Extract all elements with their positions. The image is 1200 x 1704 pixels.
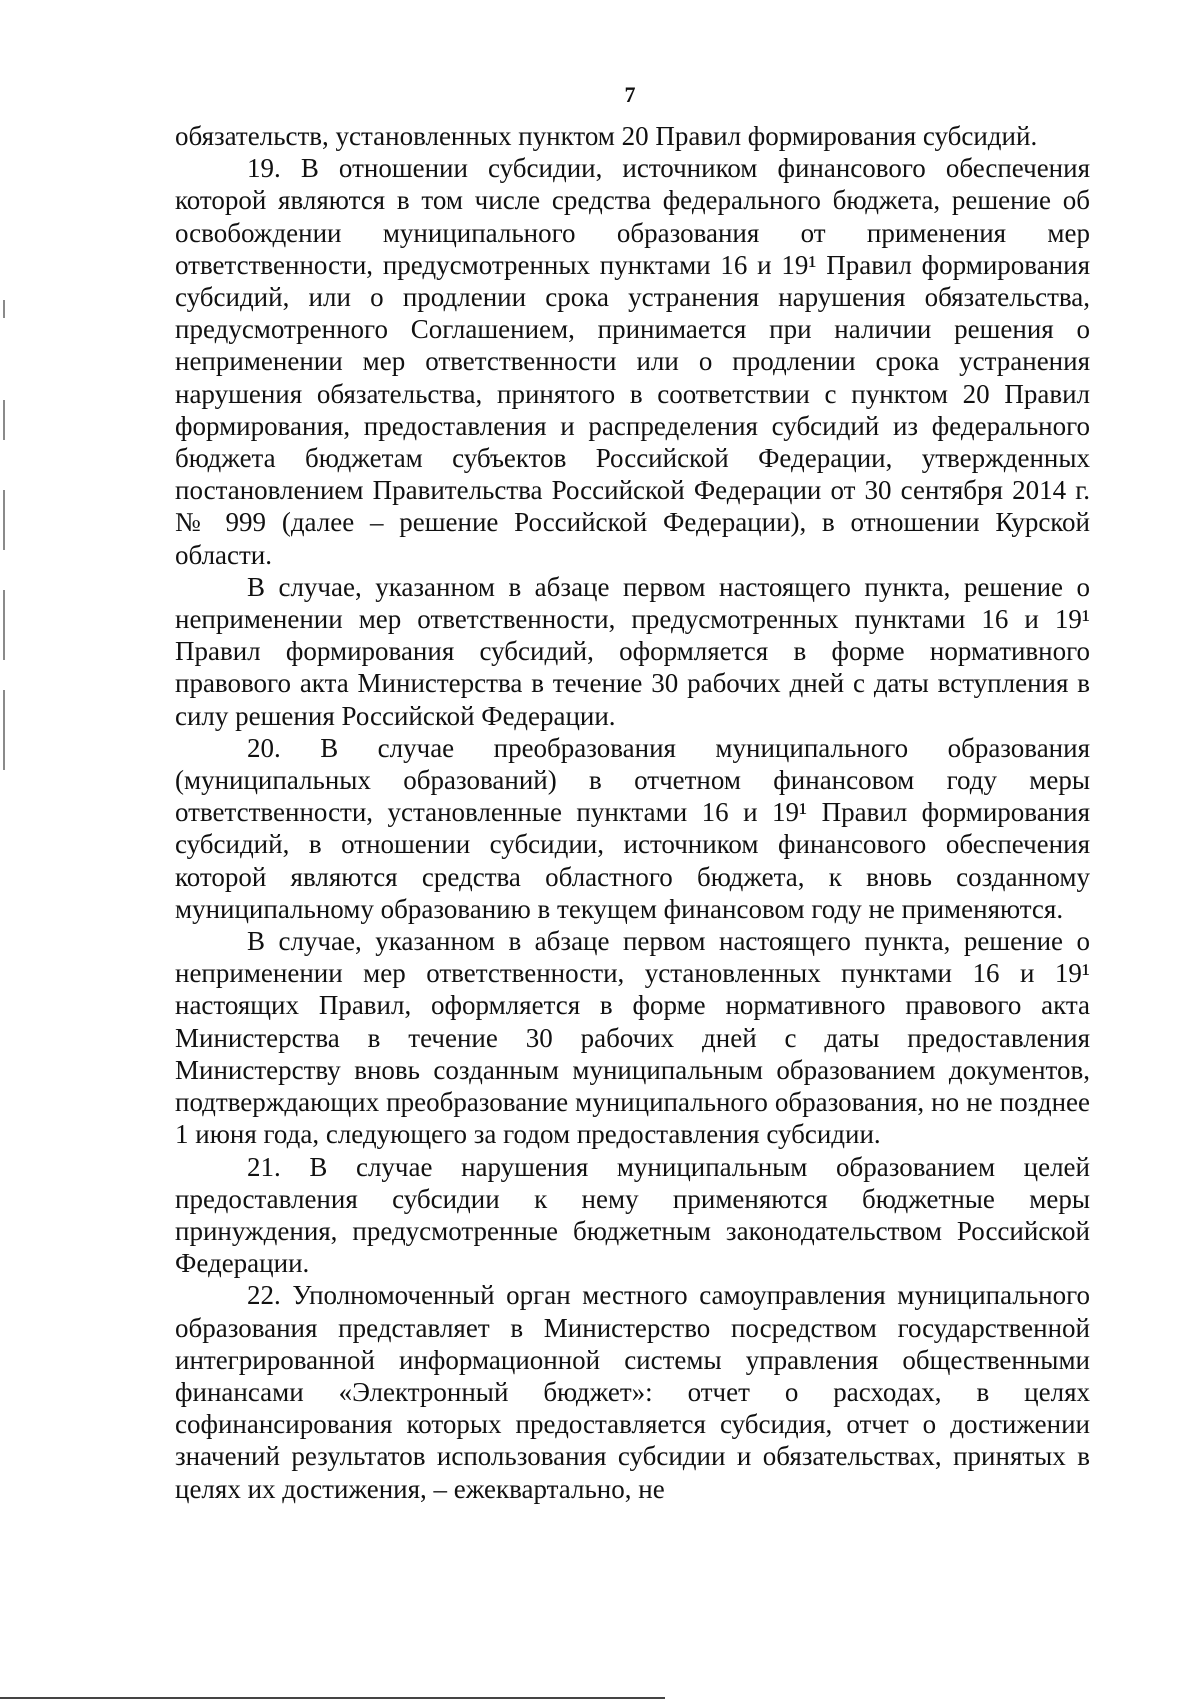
paragraph: 20. В случае преобразования муниципального образования (муниципальных образований) в отчетном финансовом году меры ответственности, установленные пунктами 16 и 19¹ Правил формирования субсидий, в отношении субсидии, источником финансового обеспечения которой являются средства областного бюджета, к вновь созданному муниципальному образованию в текущем финансовом году не применяются. [175,732,1090,924]
document-body [175,120,1090,1505]
paragraph: В случае, указанном в абзаце первом настоящего пункта, решение о неприменении мер ответственности, установленных пунктами 16 и 19¹ настоящих Правил, оформляется в форме нормативного правового акта Министерства в течение 30 рабочих дней с даты предоставления Министерству вновь созданным муниципальным образованием документов, подтверждающих преобразование муниципального образования, но не позднее 1 июня года, следующего за годом предоставления субсидии. [175,926,1090,1150]
scan-margin-mark [3,590,5,660]
paragraph: 21. В случае нарушения муниципальным образованием целей предоставления субсидии к нему применяются бюджетные меры принуждения, предусмотренные бюджетным законодательством Российской Федерации. [175,1151,1090,1279]
scan-margin-mark [3,300,5,318]
footer-rule [0,1697,665,1699]
paragraph: В случае, указанном в абзаце первом настоящего пункта, решение о неприменении мер ответственности, предусмотренных пунктами 16 и 19¹ Правил формирования субсидий, оформляется в форме нормативного правового акта Министерства в течение 30 рабочих дней с даты вступления в силу решения Российской Федерации. [175,571,1090,731]
page-number: 7 [624,82,636,107]
paragraph: 22. Уполномоченный орган местного самоуправления муниципального образования представляет в Министерство посредством государственной интегрированной информационной системы управления общественными финансами «Электронный бюджет»: отчет о расходах, в целях софинансирования которых предоставляется субсидия, отчет о достижении значений результатов использования субсидии и обязательствах, принятых в целях их достижения, – ежеквартально, не [175,1280,1090,1504]
scan-margin-mark [3,690,5,770]
paragraph: 19. В отношении субсидии, источником финансового обеспечения которой являются в том числе средства федерального бюджета, решение об освобождении муниципального образования от применения мер ответственности, предусмотренных пунктами 16 и 19¹ Правил формирования субсидий, или о продлении срока устранения нарушения обязательства, предусмотренного Соглашением, принимается при наличии решения о неприменении мер ответственности или о продлении срока устранения нарушения обязательства, принятого в соответствии с пунктом 20 Правил формирования, предоставления и распределения субсидий из федерального бюджета бюджетам субъектов Российской Федерации, утвержденных постановлением Правительства Российской Федерации от 30 сентября 2014 г. № 999 (далее – решение Российской Федерации), в отношении Курской области. [175,153,1090,570]
scan-margin-mark [3,400,5,440]
scan-margin-mark [3,490,5,550]
paragraph: обязательств, установленных пунктом 20 Правил формирования субсидий. [175,121,1038,151]
